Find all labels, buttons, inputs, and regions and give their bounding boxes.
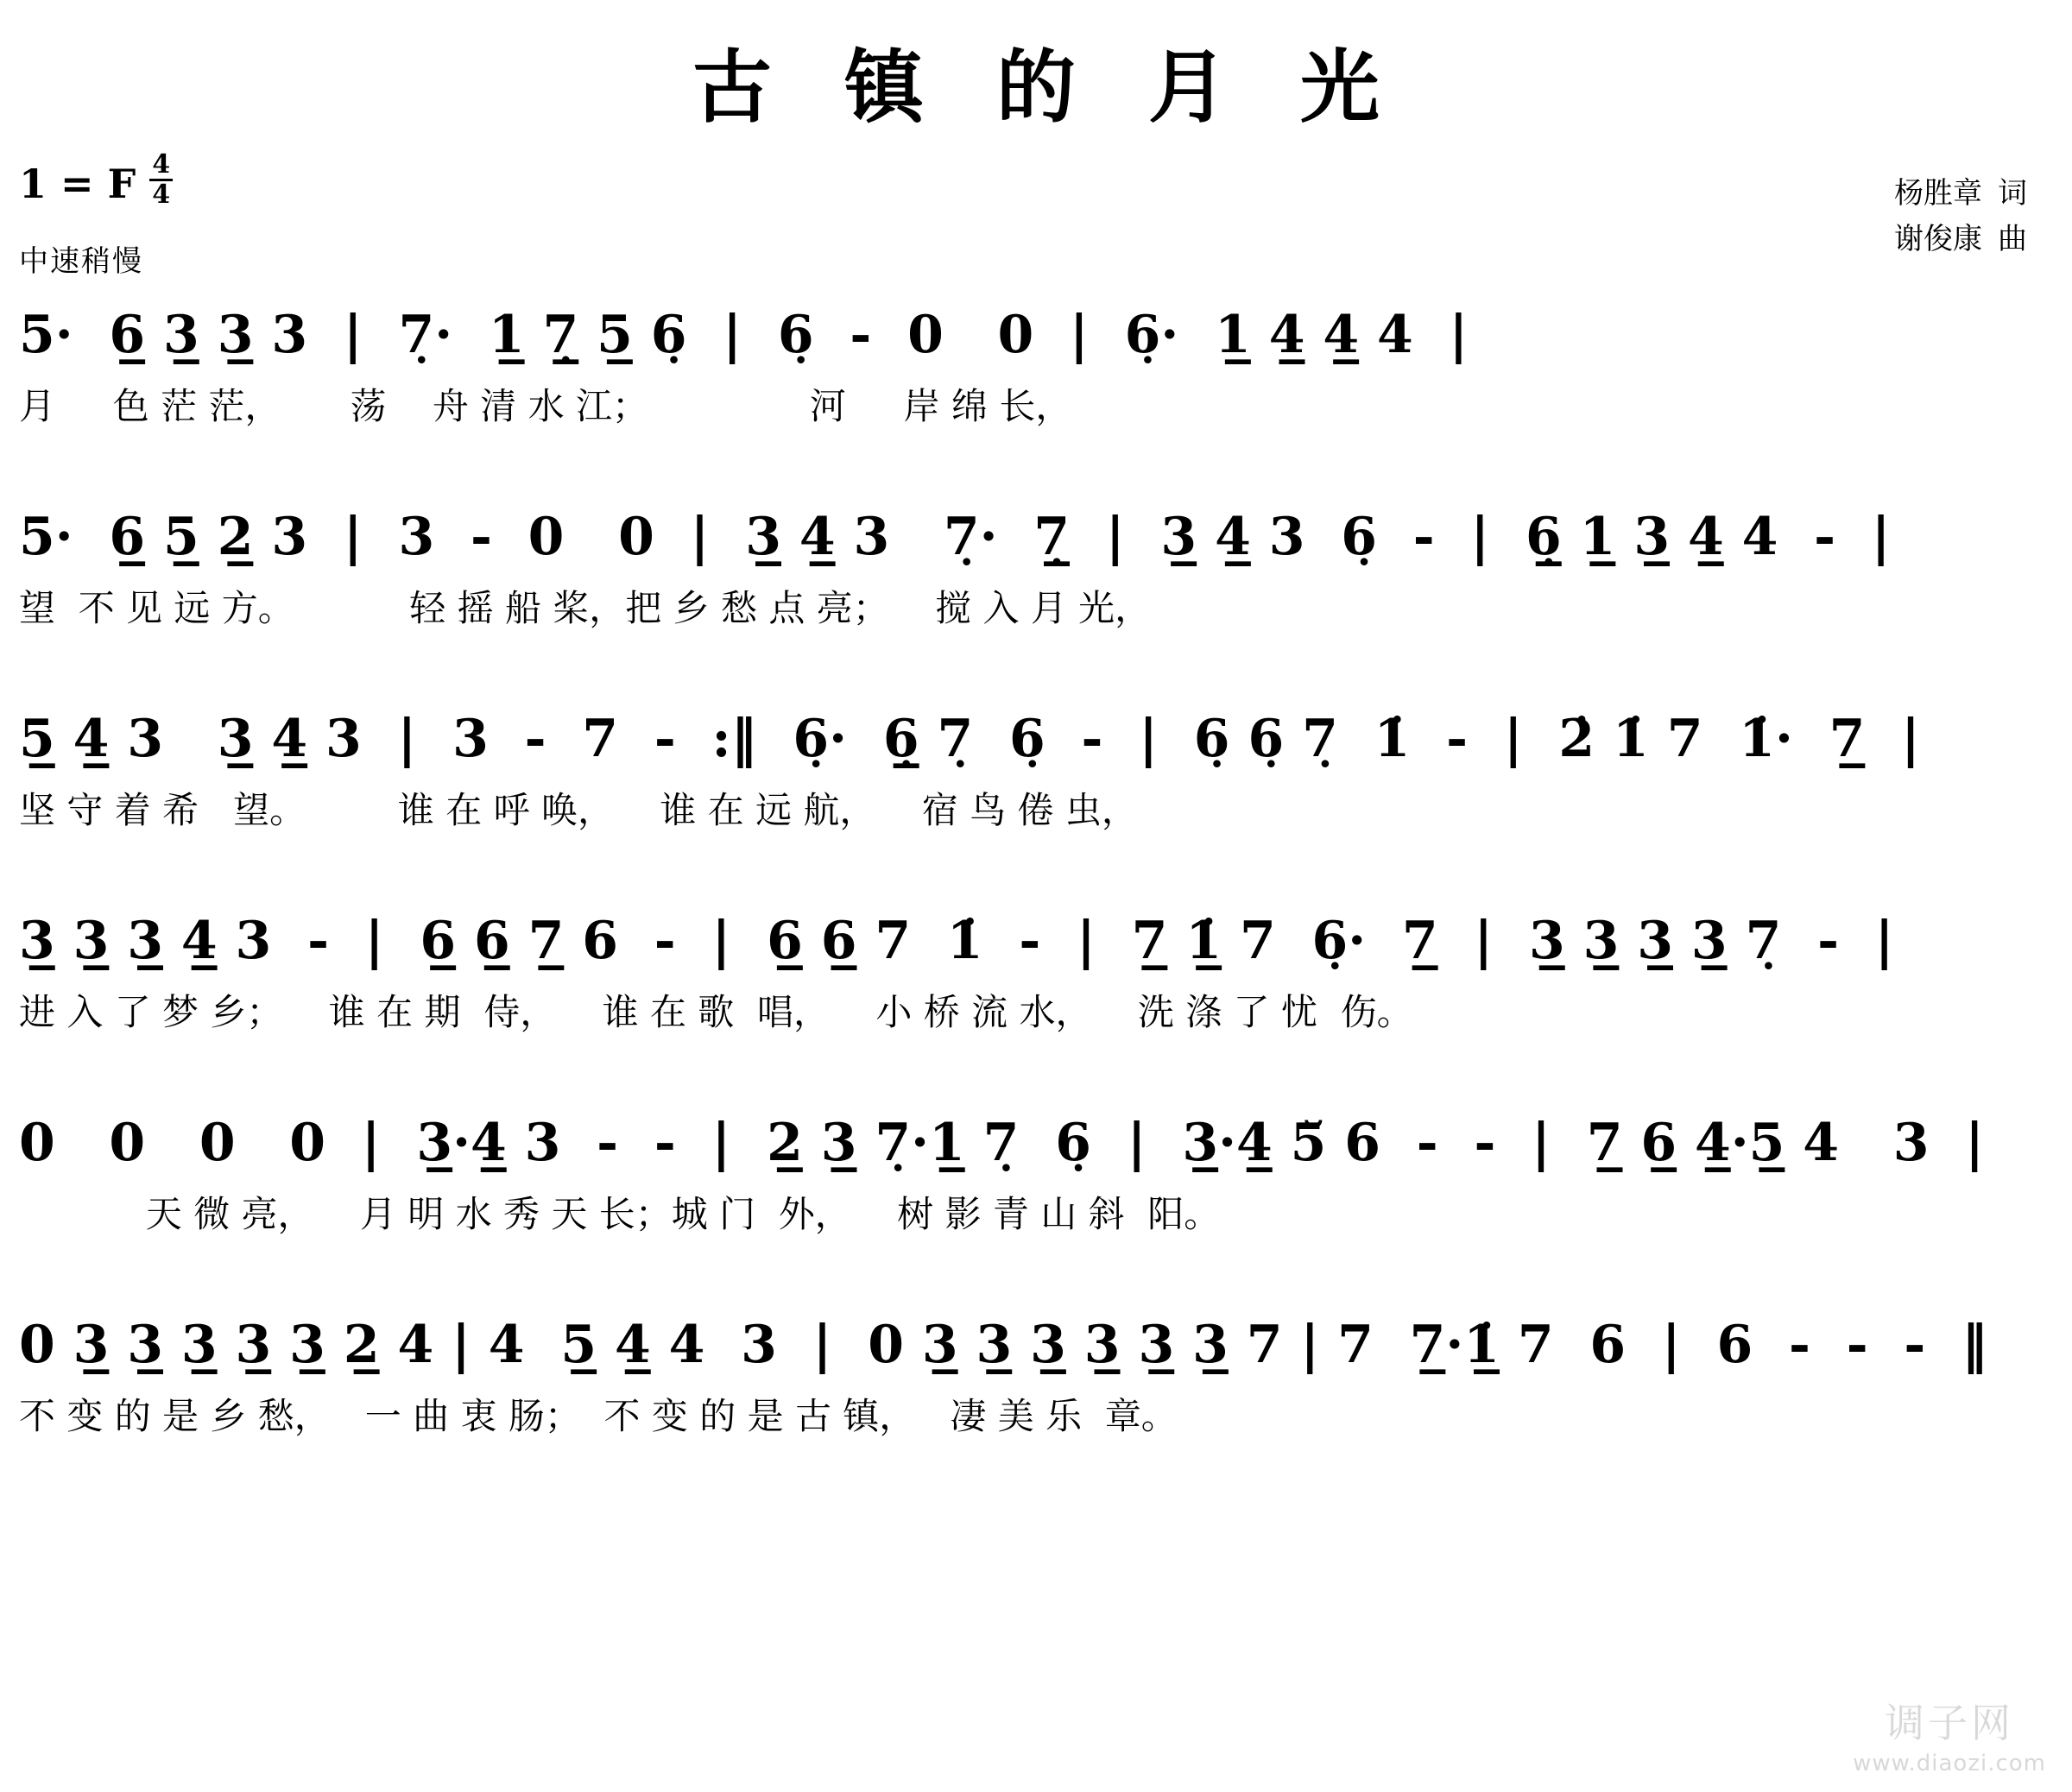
time-signature	[149, 149, 173, 210]
composer-name: 谢俊康	[1894, 221, 1982, 256]
time-signature-denominator: 4	[152, 180, 171, 210]
credits	[1894, 171, 2027, 262]
key-signature: 1 = F	[19, 160, 136, 207]
music-system	[0, 495, 2072, 697]
lyrics-line: 望 不 见 远 方。 轻 摇 船 桨，把 乡 愁 点 亮； 搅 入 月 光，	[19, 587, 1152, 629]
notation-line: 0 0 0 0 | 3̲·4̲ 3 - - | 2̲ 3̲ 7̣·1̲ 7̣ 6̣ | 3̲·4̲ 5̆ 6 - - | 7̲ 6̲ 4̲·5̲ 4 3 |	[19, 1113, 1985, 1173]
score-header	[0, 147, 2072, 293]
lyrics-line: 坚 守 着 希 望。 谁 在 呼 唤， 谁 在 远 航， 宿 鸟 倦 虫，	[19, 789, 1138, 831]
lyrics-line: 月 色 茫 茫， 荡 舟 清 水 江； 河 岸 绵 长，	[19, 385, 1072, 427]
music-system	[0, 697, 2072, 899]
notation-line: 0 3̲ 3̲ 3̲ 3̲ 3̲ 2̲ 4 | 4 5̲ 4̲ 4 3 | 0 3̲ 3̲ 3̲ 3̲ 3̲ 3̲ 7 | 7 7̲·1̲̇ 7 6 | 6 - - - ‖	[19, 1315, 1988, 1375]
lyricist-name: 杨胜章	[1894, 176, 1982, 211]
page-title: 古 镇 的 月 光	[692, 41, 1403, 134]
lyrics-line: 不 变 的 是 乡 愁， 一 曲 衷 肠； 不 变 的 是 古 镇， 凄 美 乐 章。	[19, 1395, 1178, 1437]
notation-line: 3̲ 3̲ 3̲ 4̲ 3 - | 6̲ 6̲ 7̲ 6 - | 6̲ 6̲ 7 1̇ - | 7̲ 1̲̇ 7 6̣· 7̲ | 3̲ 3̲ 3̲ 3̲ 7̣ - |	[19, 911, 1894, 971]
tempo-marking: 中速稍慢	[19, 244, 143, 279]
watermark-site-name: 调子网	[1885, 1700, 2015, 1746]
lyrics-line: 天 微 亮， 月 明 水 秀 天 长；城 门 外， 树 影 青 山 斜 阳。	[19, 1193, 1221, 1235]
music-system	[0, 293, 2072, 495]
composer-line	[1894, 217, 2027, 262]
music-system	[0, 899, 2072, 1101]
lyricist-role: 词	[1998, 176, 2027, 211]
key-and-meter	[19, 149, 173, 280]
watermark-url: www.diaozi.com	[1853, 1751, 2046, 1776]
composer-role: 曲	[1998, 221, 2027, 256]
lyrics-line: 进 入 了 梦 乡； 谁 在 期 侍， 谁 在 歌 唱， 小 桥 流 水， 洗 涤 了 忧 伤。	[19, 991, 1413, 1033]
music-system	[0, 1101, 2072, 1303]
time-signature-numerator: 4	[149, 152, 173, 181]
lyricist-line	[1894, 171, 2027, 217]
watermark	[1853, 1692, 2046, 1776]
notation-line: 5̲ 4̲ 3 3̲ 4̲ 3 | 3 - 7 - :‖ 6̣· 6̣̲ 7̣ 6̣ - | 6̣ 6̣ 7̣ 1̇ - | 2̇ 1̇ 7 1̇· 7̲ |	[19, 709, 1920, 769]
notation-line: 5· 6̲ 5̲ 2̲ 3 | 3 - 0 0 | 3̲ 4̲ 3 7̣· 7̣̲ | 3̲ 4̲ 3 6̣ - | 6̣̲ 1̲ 3̲ 4̲ 4 - |	[19, 507, 1891, 567]
music-system	[0, 1303, 2072, 1505]
notation-line: 5· 6̲ 3̲ 3̲ 3 | 7̣· 1̲ 7̣̲ 5̲ 6̣ | 6̣ - 0 0 | 6̣· 1̲ 4̲ 4̲ 4 |	[19, 305, 1469, 365]
